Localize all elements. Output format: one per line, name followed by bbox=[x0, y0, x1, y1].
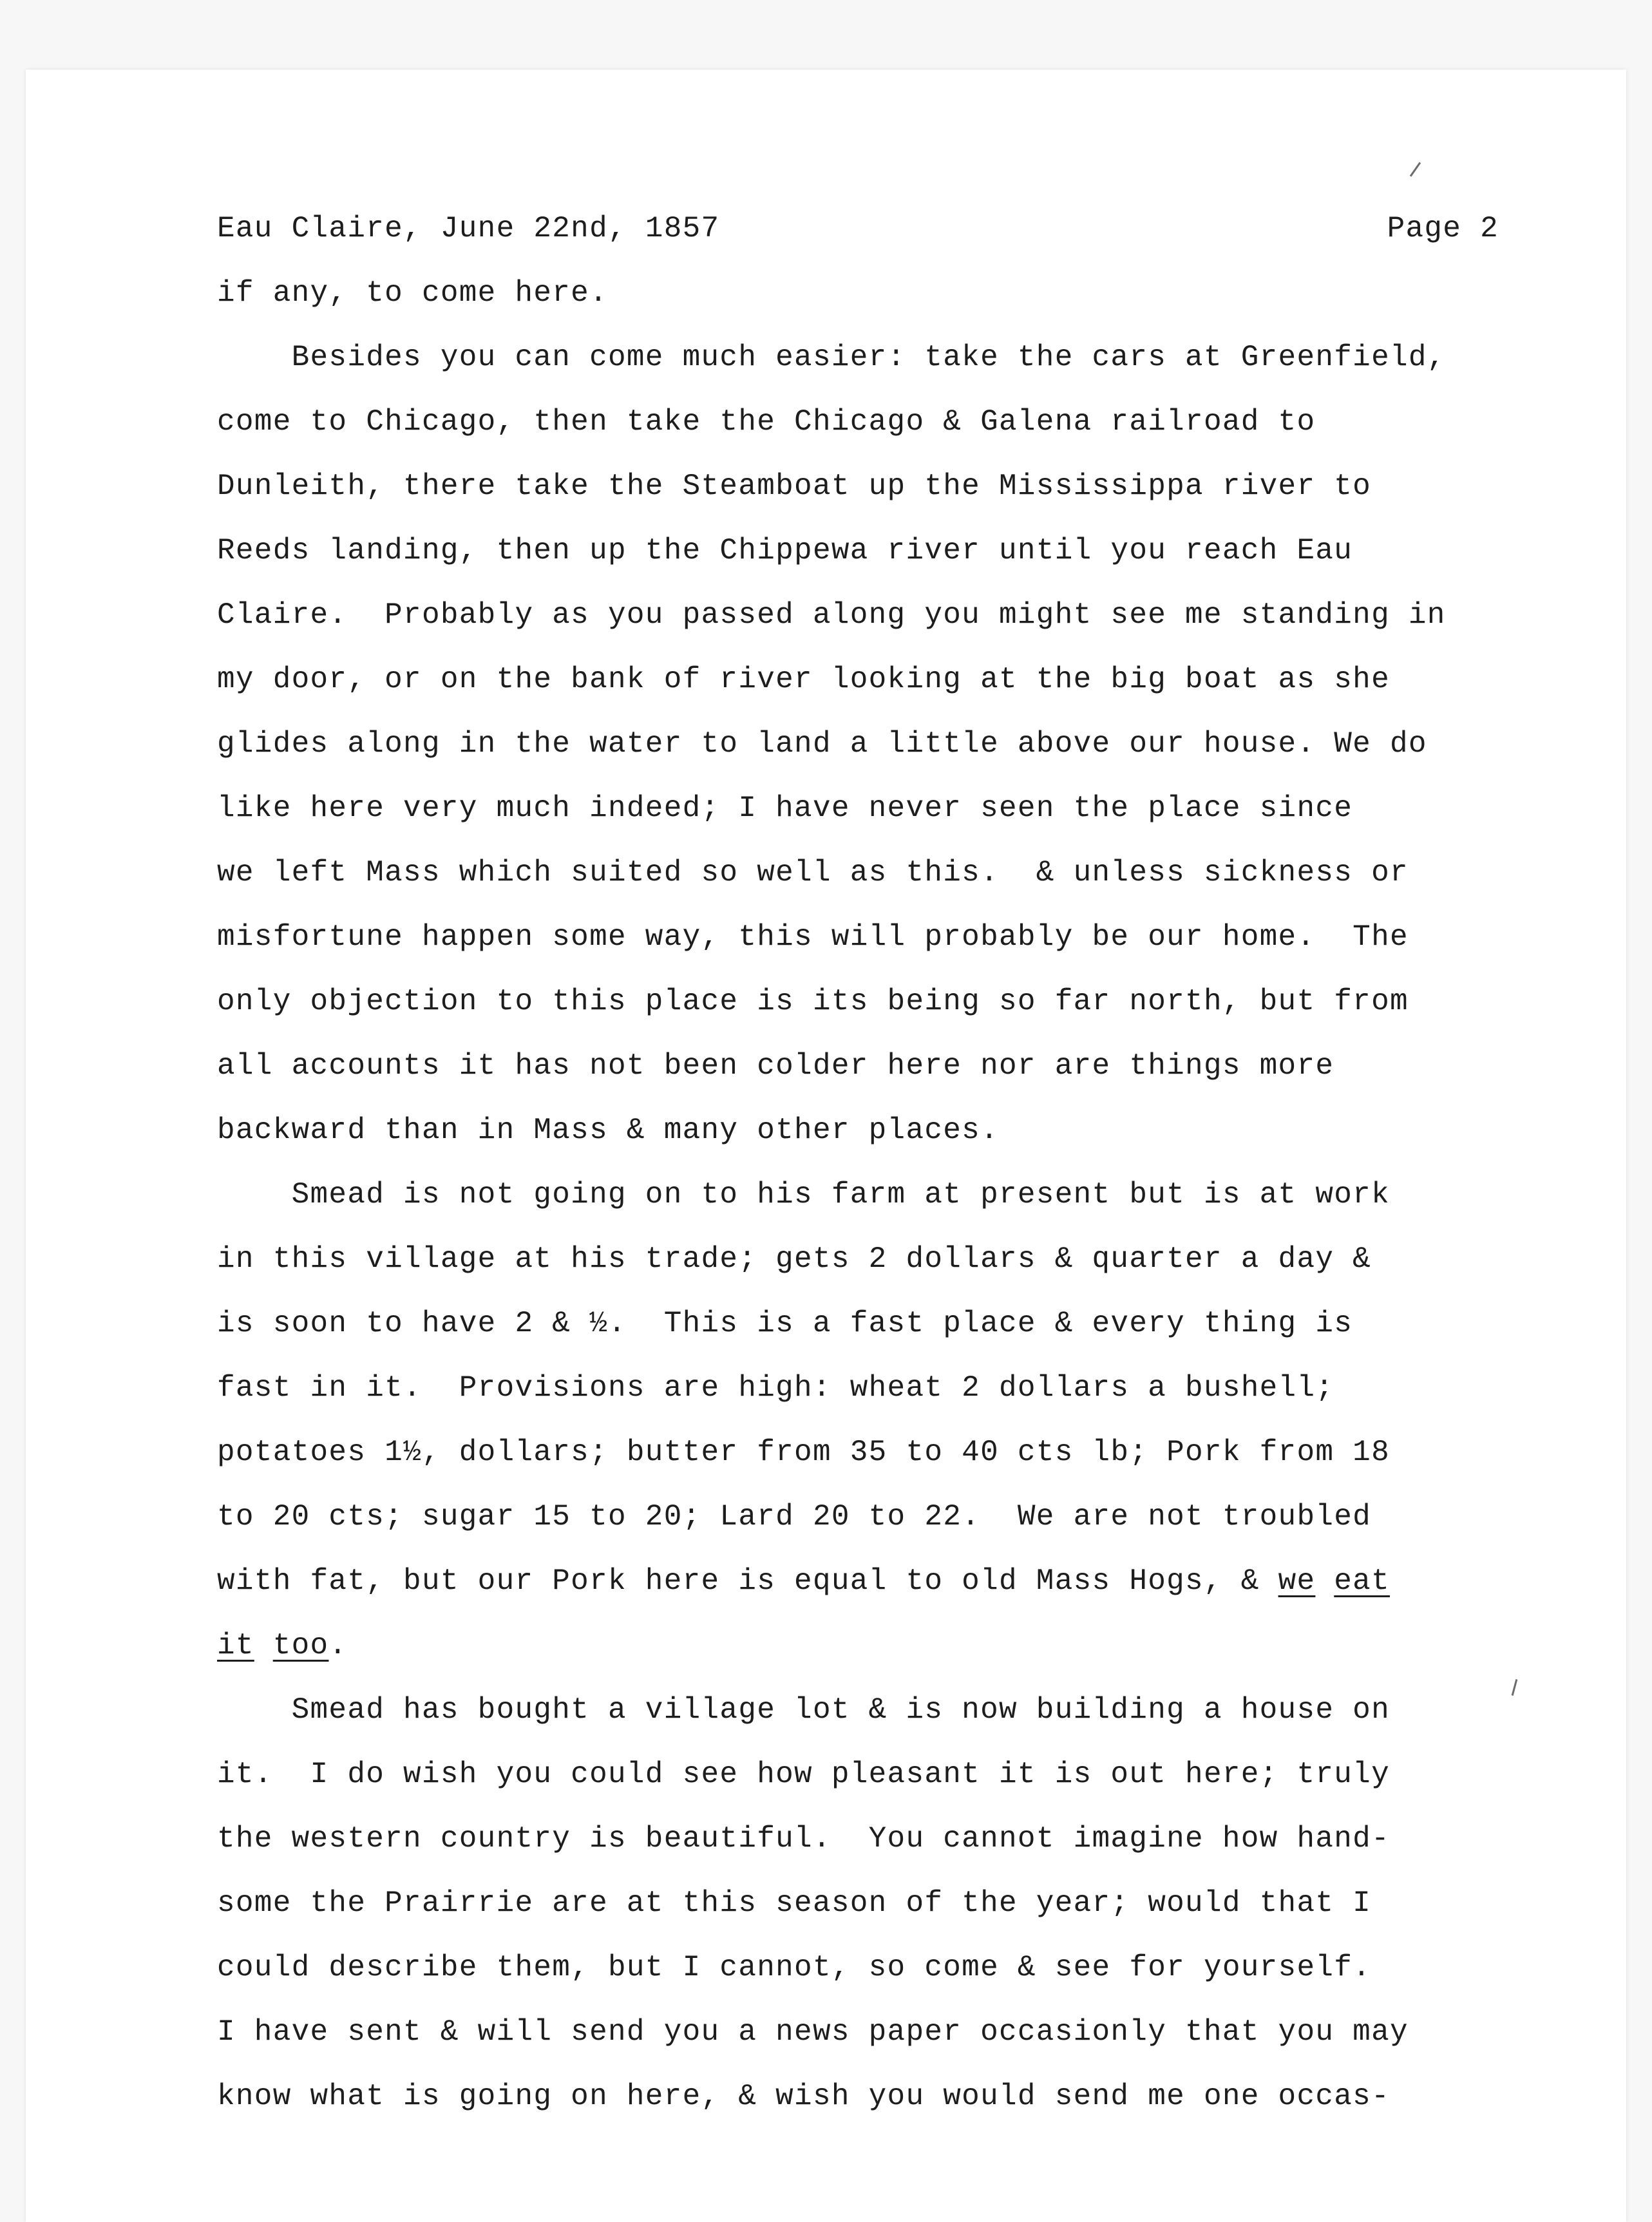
text-line: I have sent & will send you a news paper occasionly that you may bbox=[217, 2015, 1409, 2049]
text-line: glides along in the water to land a little above our house. We do bbox=[217, 727, 1427, 761]
text-line-emphasis bbox=[217, 1613, 1499, 1678]
text-line: Claire. Probably as you passed along you might see me standing in bbox=[217, 598, 1446, 632]
text-segment bbox=[1315, 1564, 1334, 1598]
text-line: Reeds landing, then up the Chippewa river until you reach Eau bbox=[217, 534, 1353, 567]
underlined-word: we bbox=[1278, 1564, 1316, 1598]
text-line: Dunleith, there take the Steamboat up the Mississippa river to bbox=[217, 470, 1372, 503]
place-date: Eau Claire, June 22nd, 1857 bbox=[217, 212, 720, 245]
text-line: misfortune happen some way, this will probably be our home. The bbox=[217, 920, 1409, 954]
text-line: in this village at his trade; gets 2 dollars & quarter a day & bbox=[217, 1242, 1372, 1276]
page-number: Page 2 bbox=[1387, 212, 1499, 245]
underlined-word: too bbox=[272, 1629, 329, 1662]
text-line: we left Mass which suited so well as this. & unless sickness or bbox=[217, 856, 1409, 889]
text-line: some the Prairrie are at this season of the year; would that I bbox=[217, 1886, 1372, 1920]
text-line: only objection to this place is its being so far north, but from bbox=[217, 985, 1409, 1018]
text-line: it. I do wish you could see how pleasant it is out here; truly bbox=[217, 1758, 1390, 1791]
text-line: Smead has bought a village lot & is now building a house on bbox=[217, 1693, 1390, 1727]
text-line: backward than in Mass & many other places. bbox=[217, 1114, 999, 1147]
text-line: like here very much indeed; I have never seen the place since bbox=[217, 792, 1353, 825]
text-line: if any, to come here. bbox=[217, 276, 608, 310]
text-line: know what is going on here, & wish you would send me one occas- bbox=[217, 2080, 1390, 2113]
letter-text bbox=[217, 196, 1499, 2129]
text-line: Besides you can come much easier: take the cars at Greenfield, bbox=[217, 341, 1446, 374]
letter-header bbox=[217, 196, 1499, 261]
text-line: potatoes 1½, dollars; butter from 35 to 40 cts lb; Pork from 18 bbox=[217, 1436, 1390, 1469]
text-line: to 20 cts; sugar 15 to 20; Lard 20 to 22. We are not troubled bbox=[217, 1500, 1372, 1534]
text-line: fast in it. Provisions are high: wheat 2 dollars a bushell; bbox=[217, 1371, 1334, 1405]
text-segment bbox=[254, 1629, 273, 1662]
text-line: my door, or on the bank of river looking at the big boat as she bbox=[217, 663, 1390, 696]
underlined-word: it bbox=[217, 1629, 254, 1662]
text-line: could describe them, but I cannot, so come & see for yourself. bbox=[217, 1951, 1372, 1984]
text-line: come to Chicago, then take the Chicago & Galena railroad to bbox=[217, 405, 1316, 439]
text-line: all accounts it has not been colder here nor are things more bbox=[217, 1049, 1334, 1083]
text-line-emphasis bbox=[217, 1549, 1499, 1613]
text-line: the western country is beautiful. You cannot imagine how hand- bbox=[217, 1822, 1390, 1856]
text-segment: . bbox=[328, 1629, 348, 1662]
text-line: Smead is not going on to his farm at present but is at work bbox=[217, 1178, 1390, 1211]
text-line: is soon to have 2 & ½. This is a fast place & every thing is bbox=[217, 1307, 1353, 1340]
underlined-word: eat bbox=[1334, 1564, 1390, 1598]
text-segment: with fat, but our Pork here is equal to old Mass Hogs, & bbox=[217, 1564, 1278, 1598]
